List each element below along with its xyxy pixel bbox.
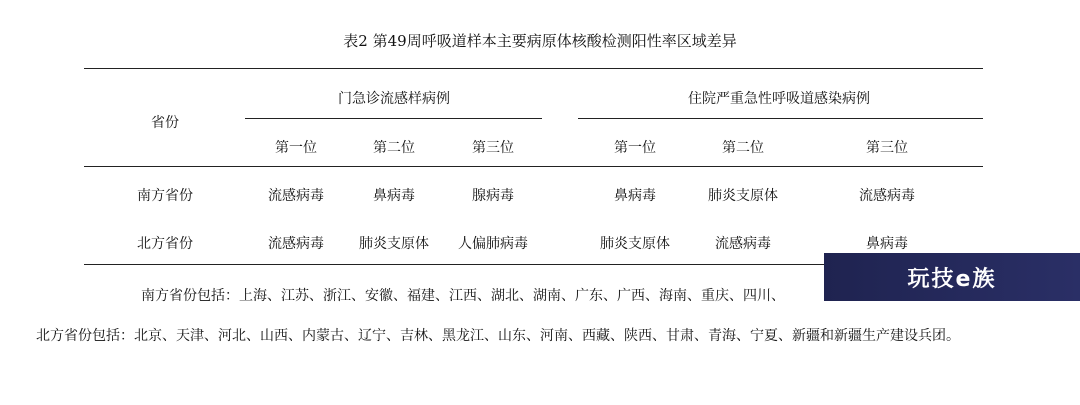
table-cell: 流感病毒 xyxy=(715,236,771,252)
subheader-cell: 第一位 xyxy=(275,140,317,156)
group-header-outpatient: 门急诊流感样病例 xyxy=(338,91,450,107)
watermark-text: 玩技e族 xyxy=(907,266,997,292)
subheader-cell: 第三位 xyxy=(866,140,908,156)
subheader-cell: 第一位 xyxy=(614,140,656,156)
row-label-north: 北方省份 xyxy=(137,236,193,252)
group-header-inpatient: 住院严重急性呼吸道感染病例 xyxy=(688,91,870,107)
table-title: 表2 第49周呼吸道样本主要病原体核酸检测阳性率区域差异 xyxy=(343,32,737,50)
table-cell: 流感病毒 xyxy=(268,236,324,252)
table-cell: 肺炎支原体 xyxy=(359,236,429,252)
group2-underline xyxy=(578,118,983,119)
table-cell: 肺炎支原体 xyxy=(708,188,778,204)
table-cell: 腺病毒 xyxy=(472,188,514,204)
table-cell: 鼻病毒 xyxy=(373,188,415,204)
note-north-provinces: 北方省份包括：北京、天津、河北、山西、内蒙古、辽宁、吉林、黑龙江、山东、河南、西藏、陕西、甘肃、青海、宁夏、新疆和新疆生产建设兵团。 xyxy=(36,328,960,344)
subheader-cell: 第三位 xyxy=(472,140,514,156)
province-header: 省份 xyxy=(151,115,179,131)
table-cell: 肺炎支原体 xyxy=(600,236,670,252)
table-cell: 人偏肺病毒 xyxy=(458,236,528,252)
header-bottom-rule xyxy=(84,166,983,167)
note-south-provinces: 南方省份包括：上海、江苏、浙江、安徽、福建、江西、湖北、湖南、广东、广西、海南、重庆、四川、 xyxy=(141,288,785,304)
row-label-south: 南方省份 xyxy=(137,188,193,204)
table-cell: 流感病毒 xyxy=(268,188,324,204)
watermark-logo xyxy=(824,253,1080,301)
table-cell: 鼻病毒 xyxy=(866,236,908,252)
subheader-cell: 第二位 xyxy=(373,140,415,156)
table-cell: 流感病毒 xyxy=(859,188,915,204)
table-cell: 鼻病毒 xyxy=(614,188,656,204)
table-top-rule xyxy=(84,68,983,69)
subheader-cell: 第二位 xyxy=(722,140,764,156)
group1-underline xyxy=(245,118,542,119)
